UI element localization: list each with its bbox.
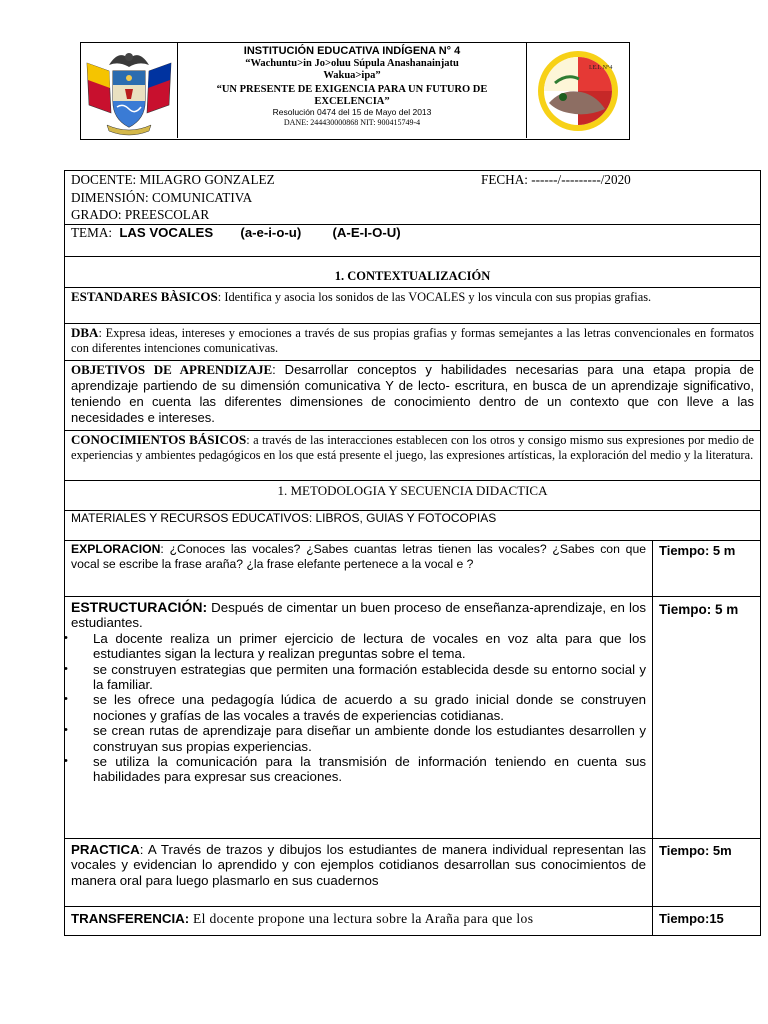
exploracion-row	[65, 541, 760, 597]
header-text-block	[178, 45, 526, 127]
practica-text	[65, 839, 652, 888]
colombia-coat-of-arms-logo	[81, 43, 178, 138]
contextualizacion-heading-row	[65, 257, 760, 288]
contextualizacion-heading: 1. CONTEXTUALIZACIÓN	[334, 269, 491, 283]
estandares-text	[65, 288, 760, 306]
estandares-label: ESTANDARES BÀSICOS	[71, 289, 218, 304]
conocimientos-body: : a través de las interacciones establecen con los otros y consigo mismo sus expresiones por medio de experiencias y ambientes pedagógicos en los que está presente el juego, las expresiones artísticas, la exploración del medio y la literatura.	[71, 433, 754, 462]
institution-subtitle-line2: Wakua>ipa”	[323, 69, 381, 81]
exploracion-cell	[65, 541, 653, 596]
list-item: • se construyen estrategias que permiten una formación establecida desde su entorno social y la familiar.	[71, 662, 646, 693]
lesson-plan-table	[64, 170, 761, 936]
estructuracion-intro: Después de cimentar un buen proceso de enseñanza-aprendizaje, en los estudiantes.	[71, 600, 646, 631]
estructuracion-time: Tiempo: 5 m	[659, 602, 739, 617]
list-item: • se les ofrece una pedagogía lúdica de acuerdo a su grado inicial donde se construyen nociones y grafías de las vocales a través de experiencias cotidianas.	[71, 692, 646, 723]
exploracion-time: Tiempo: 5 m	[659, 543, 736, 558]
institution-header	[80, 42, 630, 140]
dimension-text: DIMENSIÓN: COMUNICATIVA	[71, 190, 253, 205]
metodologia-heading: 1. METODOLOGIA Y SECUENCIA DIDACTICA	[277, 483, 548, 498]
dane-nit-text: DANE: 244430000868 NIT: 900415749-4	[283, 117, 421, 127]
objetivos-row	[65, 361, 760, 431]
motto-line2: EXCELENCIA”	[314, 95, 390, 107]
exploracion-text	[65, 541, 652, 573]
estructuracion-time-cell	[653, 597, 760, 838]
estandares-body: : Identifica y asocia los sonidos de las VOCALES y los vincula con sus propias grafias.	[217, 290, 652, 304]
estructuracion-cell	[65, 597, 653, 838]
metodologia-heading-row	[65, 481, 760, 511]
motto-line1: “UN PRESENTE DE EXIGENCIA PARA UN FUTURO DE	[216, 83, 488, 95]
materiales-text: MATERIALES Y RECURSOS EDUCATIVOS: LIBROS, GUIAS Y FOTOCOPIAS	[71, 511, 497, 525]
exploracion-body: : ¿Conoces las vocales? ¿Sabes cuantas letras tienen las vocales? ¿Sabes con que vocal se escribe la frase araña? ¿la frase elefante pertenece a la vocal e ?	[71, 542, 646, 571]
info-row	[65, 171, 760, 225]
practica-label: PRACTICA	[71, 842, 140, 857]
exploracion-label: EXPLORACION	[71, 542, 161, 556]
estructuracion-row	[65, 597, 760, 839]
objetivos-body: : Desarrollar conceptos y habilidades necesarias para una etapa propia de aprendizaje partiendo de su dimensión comunicativa Y de lecto- escritura, en busca de un aprendizaje significativo, teniendo en cuenta las diferentes dimensiones de conocimiento dentro de un contexto que con lleve a las necesidades e intereses.	[71, 362, 755, 425]
transferencia-time-cell	[653, 907, 760, 935]
exploracion-time-cell	[653, 541, 760, 596]
dba-body: : Expresa ideas, intereses y emociones a través de sus propias grafias y formas semejantes a las letras convencionales en formatos con diferentes intenciones comunicativas.	[71, 326, 754, 355]
dba-label: DBA	[71, 325, 99, 340]
practica-row	[65, 839, 760, 907]
practica-time: Tiempo: 5m	[659, 843, 732, 858]
practica-time-cell	[653, 839, 760, 906]
estructuracion-text	[65, 597, 652, 785]
transferencia-body: El docente propone una lectura sobre la Araña para que los	[189, 911, 534, 926]
transferencia-text	[65, 907, 652, 928]
emblem-text: I.E.I. N°4	[589, 65, 613, 71]
list-item: • se utiliza la comunicación para la transmisión de información teniendo en cuenta sus habilidades para expresar sus creaciones.	[71, 754, 646, 785]
estructuracion-bullet-list	[71, 631, 646, 785]
grado-text: GRADO: PREESCOLAR	[71, 207, 210, 222]
list-item: • La docente realiza un primer ejercicio de lectura de vocales en voz alta para que los estudiantes sigan la lectura y realizan preguntas sobre el tema.	[71, 631, 646, 662]
practica-body: : A Través de trazos y dibujos los estudiantes de manera individual representan las vocales y evidencian lo aprendido y con ejemplos cotidianos desarrollan sus conocimientos de manera oral para luego plasmarlo en sus cuadernos	[71, 842, 646, 888]
transferencia-row	[65, 907, 760, 935]
conocimientos-label: CONOCIMIENTOS BÁSICOS	[71, 432, 247, 447]
practica-cell	[65, 839, 653, 906]
dba-text	[65, 324, 760, 357]
transferencia-label: TRANSFERENCIA:	[71, 911, 190, 926]
tema-lowercase: (a-e-i-o-u)	[240, 225, 302, 240]
tema-row	[65, 225, 760, 257]
dba-row	[65, 324, 760, 361]
list-item: • se crean rutas de aprendizaje para diseñar un ambiente donde los estudiantes desarrollen y construyan sus propias experiencias.	[71, 723, 646, 754]
tema-value: LAS VOCALES	[119, 225, 214, 240]
school-emblem-icon	[527, 43, 629, 138]
tema-label: TEMA:	[71, 225, 113, 240]
conocimientos-text	[65, 431, 760, 464]
docente-text: DOCENTE: MILAGRO GONZALEZ	[71, 172, 275, 187]
materiales-row	[65, 511, 760, 541]
institution-name: INSTITUCIÓN EDUCATIVA INDÍGENA N° 4	[243, 45, 461, 57]
institution-subtitle-line1: “Wachuntu>in Jo>oluu Súpula Anashanainjatu	[245, 57, 459, 69]
objetivos-label: OBJETIVOS DE APRENDIZAJE	[71, 362, 273, 377]
resolution-text: Resolución 0474 del 15 de Mayo del 2013	[272, 106, 432, 117]
estandares-row	[65, 288, 760, 324]
estructuracion-label: ESTRUCTURACIÓN:	[71, 599, 208, 615]
institution-logo	[526, 43, 629, 138]
transferencia-time: Tiempo:15	[659, 911, 724, 926]
objetivos-text	[65, 361, 760, 427]
conocimientos-row	[65, 431, 760, 481]
transferencia-cell	[65, 907, 653, 935]
tema-uppercase: (A-E-I-O-U)	[332, 225, 401, 240]
coat-of-arms-icon	[81, 43, 177, 138]
fecha-text: FECHA: ------/---------/2020	[481, 172, 631, 187]
